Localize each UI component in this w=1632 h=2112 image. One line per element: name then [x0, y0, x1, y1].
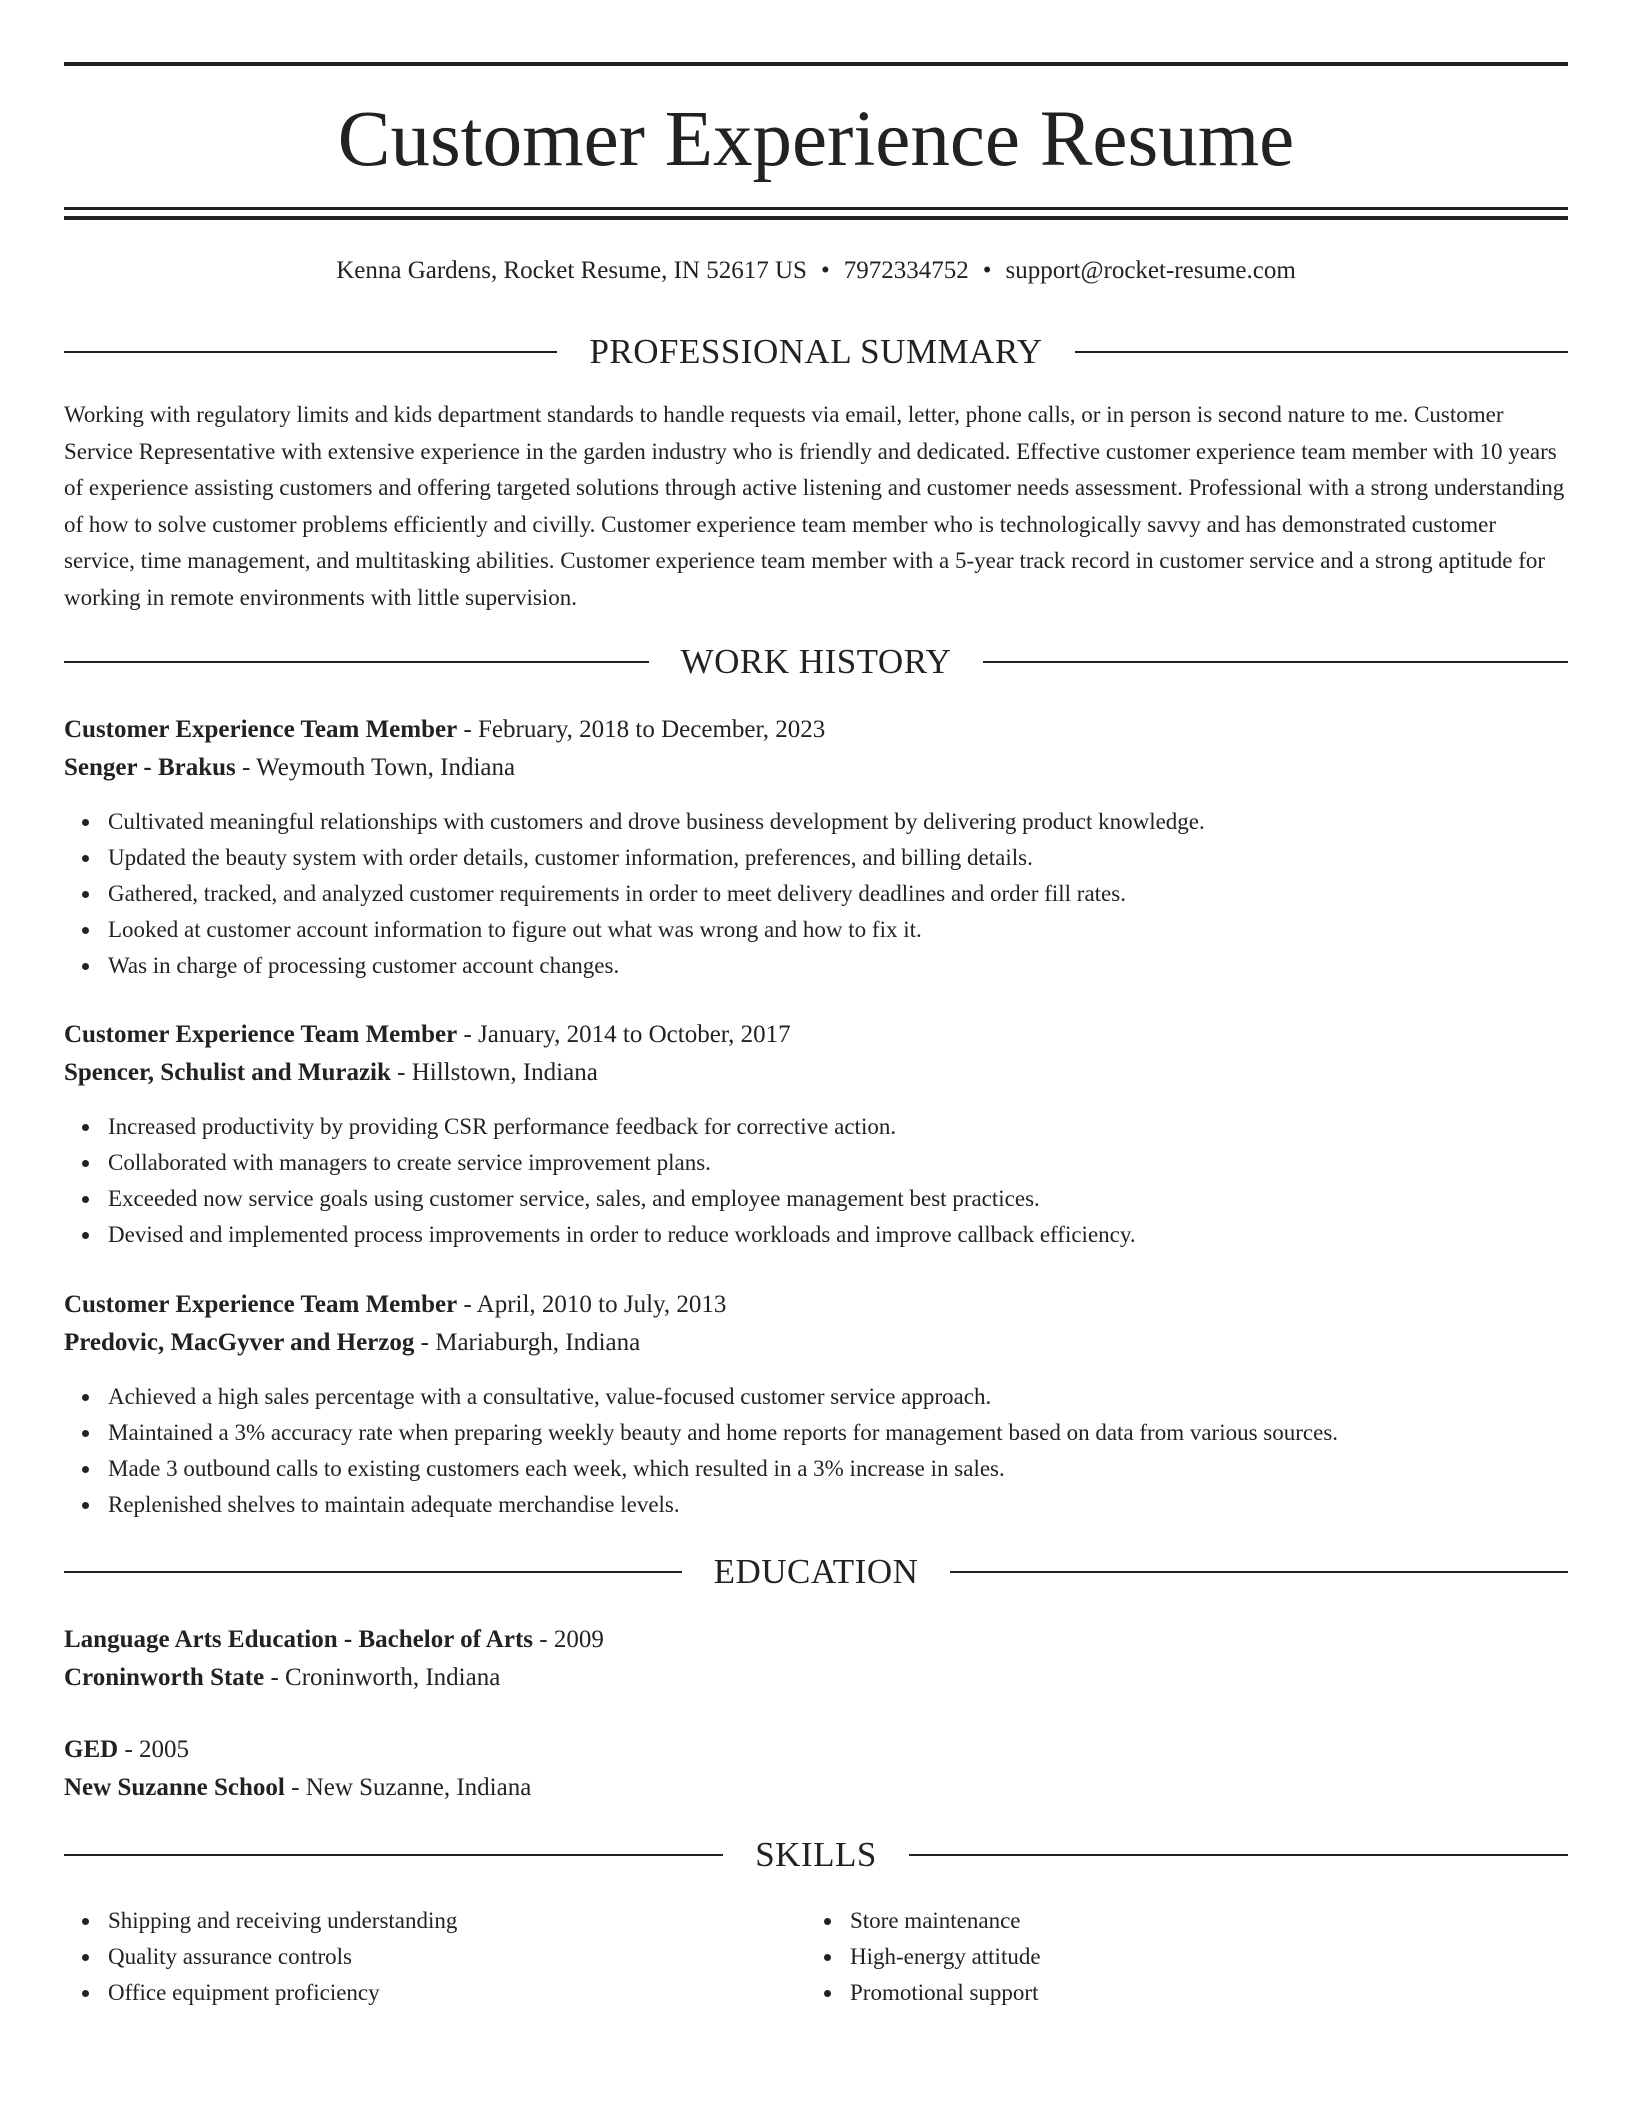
- heading-rule-left: [64, 1854, 723, 1856]
- list-item: Achieved a high sales percentage with a consultative, value-focused customer service approach.: [64, 1379, 1568, 1415]
- education-entry: [64, 1731, 1568, 1807]
- job-dates: - April, 2010 to July, 2013: [457, 1291, 727, 1318]
- skill-item: Store maintenance: [806, 1903, 1506, 1939]
- job-title-line: [64, 1286, 1568, 1324]
- list-item: Exceeded now service goals using customer service, sales, and employee management best practices.: [64, 1181, 1568, 1217]
- section-heading-education: [64, 1550, 1568, 1594]
- job-company-line: [64, 749, 1568, 787]
- list-item: Devised and implemented process improvements in order to reduce workloads and improve callback efficiency.: [64, 1217, 1568, 1253]
- job-company: Senger - Brakus: [64, 754, 236, 781]
- education-year: - 2009: [533, 1626, 604, 1653]
- education-location: - Croninworth, Indiana: [264, 1664, 501, 1691]
- skill-item: Promotional support: [806, 1975, 1506, 2011]
- education-entry: [64, 1621, 1568, 1697]
- heading-rule-right: [983, 661, 1568, 663]
- summary-line: Professional with a strong understanding of how to solve customer problems efficiently and civilly. Customer experience team member who is: [64, 475, 1565, 537]
- summary-text: [64, 397, 1568, 616]
- job-bullets: [64, 1379, 1568, 1523]
- title-double-rule: [64, 207, 1568, 220]
- job-bullets: [64, 1109, 1568, 1253]
- job-location: - Weymouth Town, Indiana: [235, 754, 516, 781]
- education-degree-line: [64, 1621, 1568, 1659]
- list-item: Made 3 outbound calls to existing customers each week, which resulted in a 3% increase in sales.: [64, 1451, 1568, 1487]
- summary-line: Working with regulatory limits and kids department standards to handle requests via email, letter, phone calls, or in person is second nature to me.: [64, 402, 1409, 427]
- skill-item: Office equipment proficiency: [64, 1975, 764, 2011]
- education-school-line: [64, 1769, 1568, 1807]
- job-company: Predovic, MacGyver and Herzog: [64, 1329, 415, 1356]
- education-location: - New Suzanne, Indiana: [284, 1774, 532, 1801]
- section-title: SKILLS: [755, 1835, 877, 1874]
- list-item: Was in charge of processing customer account changes.: [64, 948, 1568, 984]
- section-title: EDUCATION: [713, 1552, 919, 1591]
- education-degree: GED: [64, 1736, 119, 1763]
- skill-item: Shipping and receiving understanding: [64, 1903, 764, 1939]
- list-item: Looked at customer account information to figure out what was wrong and how to fix it.: [64, 912, 1568, 948]
- job-entry: [64, 1016, 1568, 1253]
- section-heading-summary: [64, 330, 1568, 374]
- skills-list: [64, 1903, 764, 2011]
- heading-rule-right: [909, 1854, 1568, 1856]
- list-item: Gathered, tracked, and analyzed customer requirements in order to meet delivery deadlines and order fill rates.: [64, 876, 1568, 912]
- heading-rule-left: [64, 661, 649, 663]
- section-heading-work: [64, 640, 1568, 684]
- section-title: PROFESSIONAL SUMMARY: [589, 332, 1043, 371]
- summary-line: member with 10 years of experience assisting customers and offering targeted solutions through active listening and customer needs assessment.: [64, 438, 1557, 500]
- skill-item: Quality assurance controls: [64, 1939, 764, 1975]
- skill-item: High-energy attitude: [806, 1939, 1506, 1975]
- education-year: - 2005: [118, 1736, 190, 1763]
- section-heading-skills: [64, 1833, 1568, 1877]
- contact-separator: •: [982, 257, 992, 284]
- list-item: Cultivated meaningful relationships with customers and drove business development by delivering product knowledge.: [64, 804, 1568, 840]
- contact-line: [64, 253, 1568, 289]
- skills-column-left: [64, 1903, 764, 2011]
- job-title-line: [64, 1016, 1568, 1054]
- education-degree-line: [64, 1731, 1568, 1769]
- job-company-line: [64, 1324, 1568, 1362]
- education-school: Croninworth State: [64, 1664, 265, 1691]
- skills-list: [806, 1903, 1506, 2011]
- job-location: - Mariaburgh, Indiana: [414, 1329, 641, 1356]
- job-dates: - January, 2014 to October, 2017: [457, 1021, 791, 1048]
- job-title-line: [64, 711, 1568, 749]
- contact-phone: 7972334752: [843, 257, 969, 284]
- heading-rule-left: [64, 1571, 682, 1573]
- rule-upper: [64, 207, 1568, 210]
- resume-title: Customer Experience Resume: [337, 96, 1295, 183]
- summary-block: [64, 397, 1568, 616]
- summary-line: Customer Service Representative with extensive experience in the garden industry who is friendly and dedicated. Effective customer experience team: [64, 402, 1504, 464]
- summary-line: a 5-year track record in customer service and a strong aptitude for working in remote environments with little supervision.: [64, 548, 1546, 610]
- job-dates: - February, 2018 to December, 2023: [457, 716, 826, 743]
- heading-rule-right: [1075, 351, 1568, 353]
- list-item: Maintained a 3% accuracy rate when preparing weekly beauty and home reports for management based on data from various sources.: [64, 1415, 1568, 1451]
- job-entry: [64, 1286, 1568, 1523]
- contact-email: support@rocket-resume.com: [1005, 257, 1296, 284]
- section-title: WORK HISTORY: [680, 642, 952, 681]
- job-company-line: [64, 1054, 1568, 1092]
- education-degree: Language Arts Education - Bachelor of Arts: [64, 1626, 533, 1653]
- contact-address: Kenna Gardens, Rocket Resume, IN 52617 US: [336, 257, 807, 284]
- job-title: Customer Experience Team Member: [64, 1291, 458, 1318]
- heading-rule-right: [950, 1571, 1568, 1573]
- heading-rule-left: [64, 351, 557, 353]
- skills-column-right: [806, 1903, 1506, 2011]
- job-bullets: [64, 804, 1568, 984]
- job-company: Spencer, Schulist and Murazik: [64, 1059, 391, 1086]
- job-entry: [64, 711, 1568, 984]
- education-school-line: [64, 1659, 1568, 1697]
- rule-lower: [64, 216, 1568, 220]
- list-item: Increased productivity by providing CSR performance feedback for corrective action.: [64, 1109, 1568, 1145]
- education-school: New Suzanne School: [64, 1774, 285, 1801]
- summary-line: technologically savvy and has demonstrated customer service, time management, and multitasking abilities. Customer experience team member with: [64, 511, 1497, 573]
- list-item: Updated the beauty system with order details, customer information, preferences, and billing details.: [64, 840, 1568, 876]
- list-item: Replenished shelves to maintain adequate merchandise levels.: [64, 1487, 1568, 1523]
- job-location: - Hillstown, Indiana: [390, 1059, 598, 1086]
- contact-separator: •: [820, 257, 830, 284]
- top-rule: [64, 62, 1568, 66]
- list-item: Collaborated with managers to create service improvement plans.: [64, 1145, 1568, 1181]
- job-title: Customer Experience Team Member: [64, 716, 458, 743]
- job-title: Customer Experience Team Member: [64, 1021, 458, 1048]
